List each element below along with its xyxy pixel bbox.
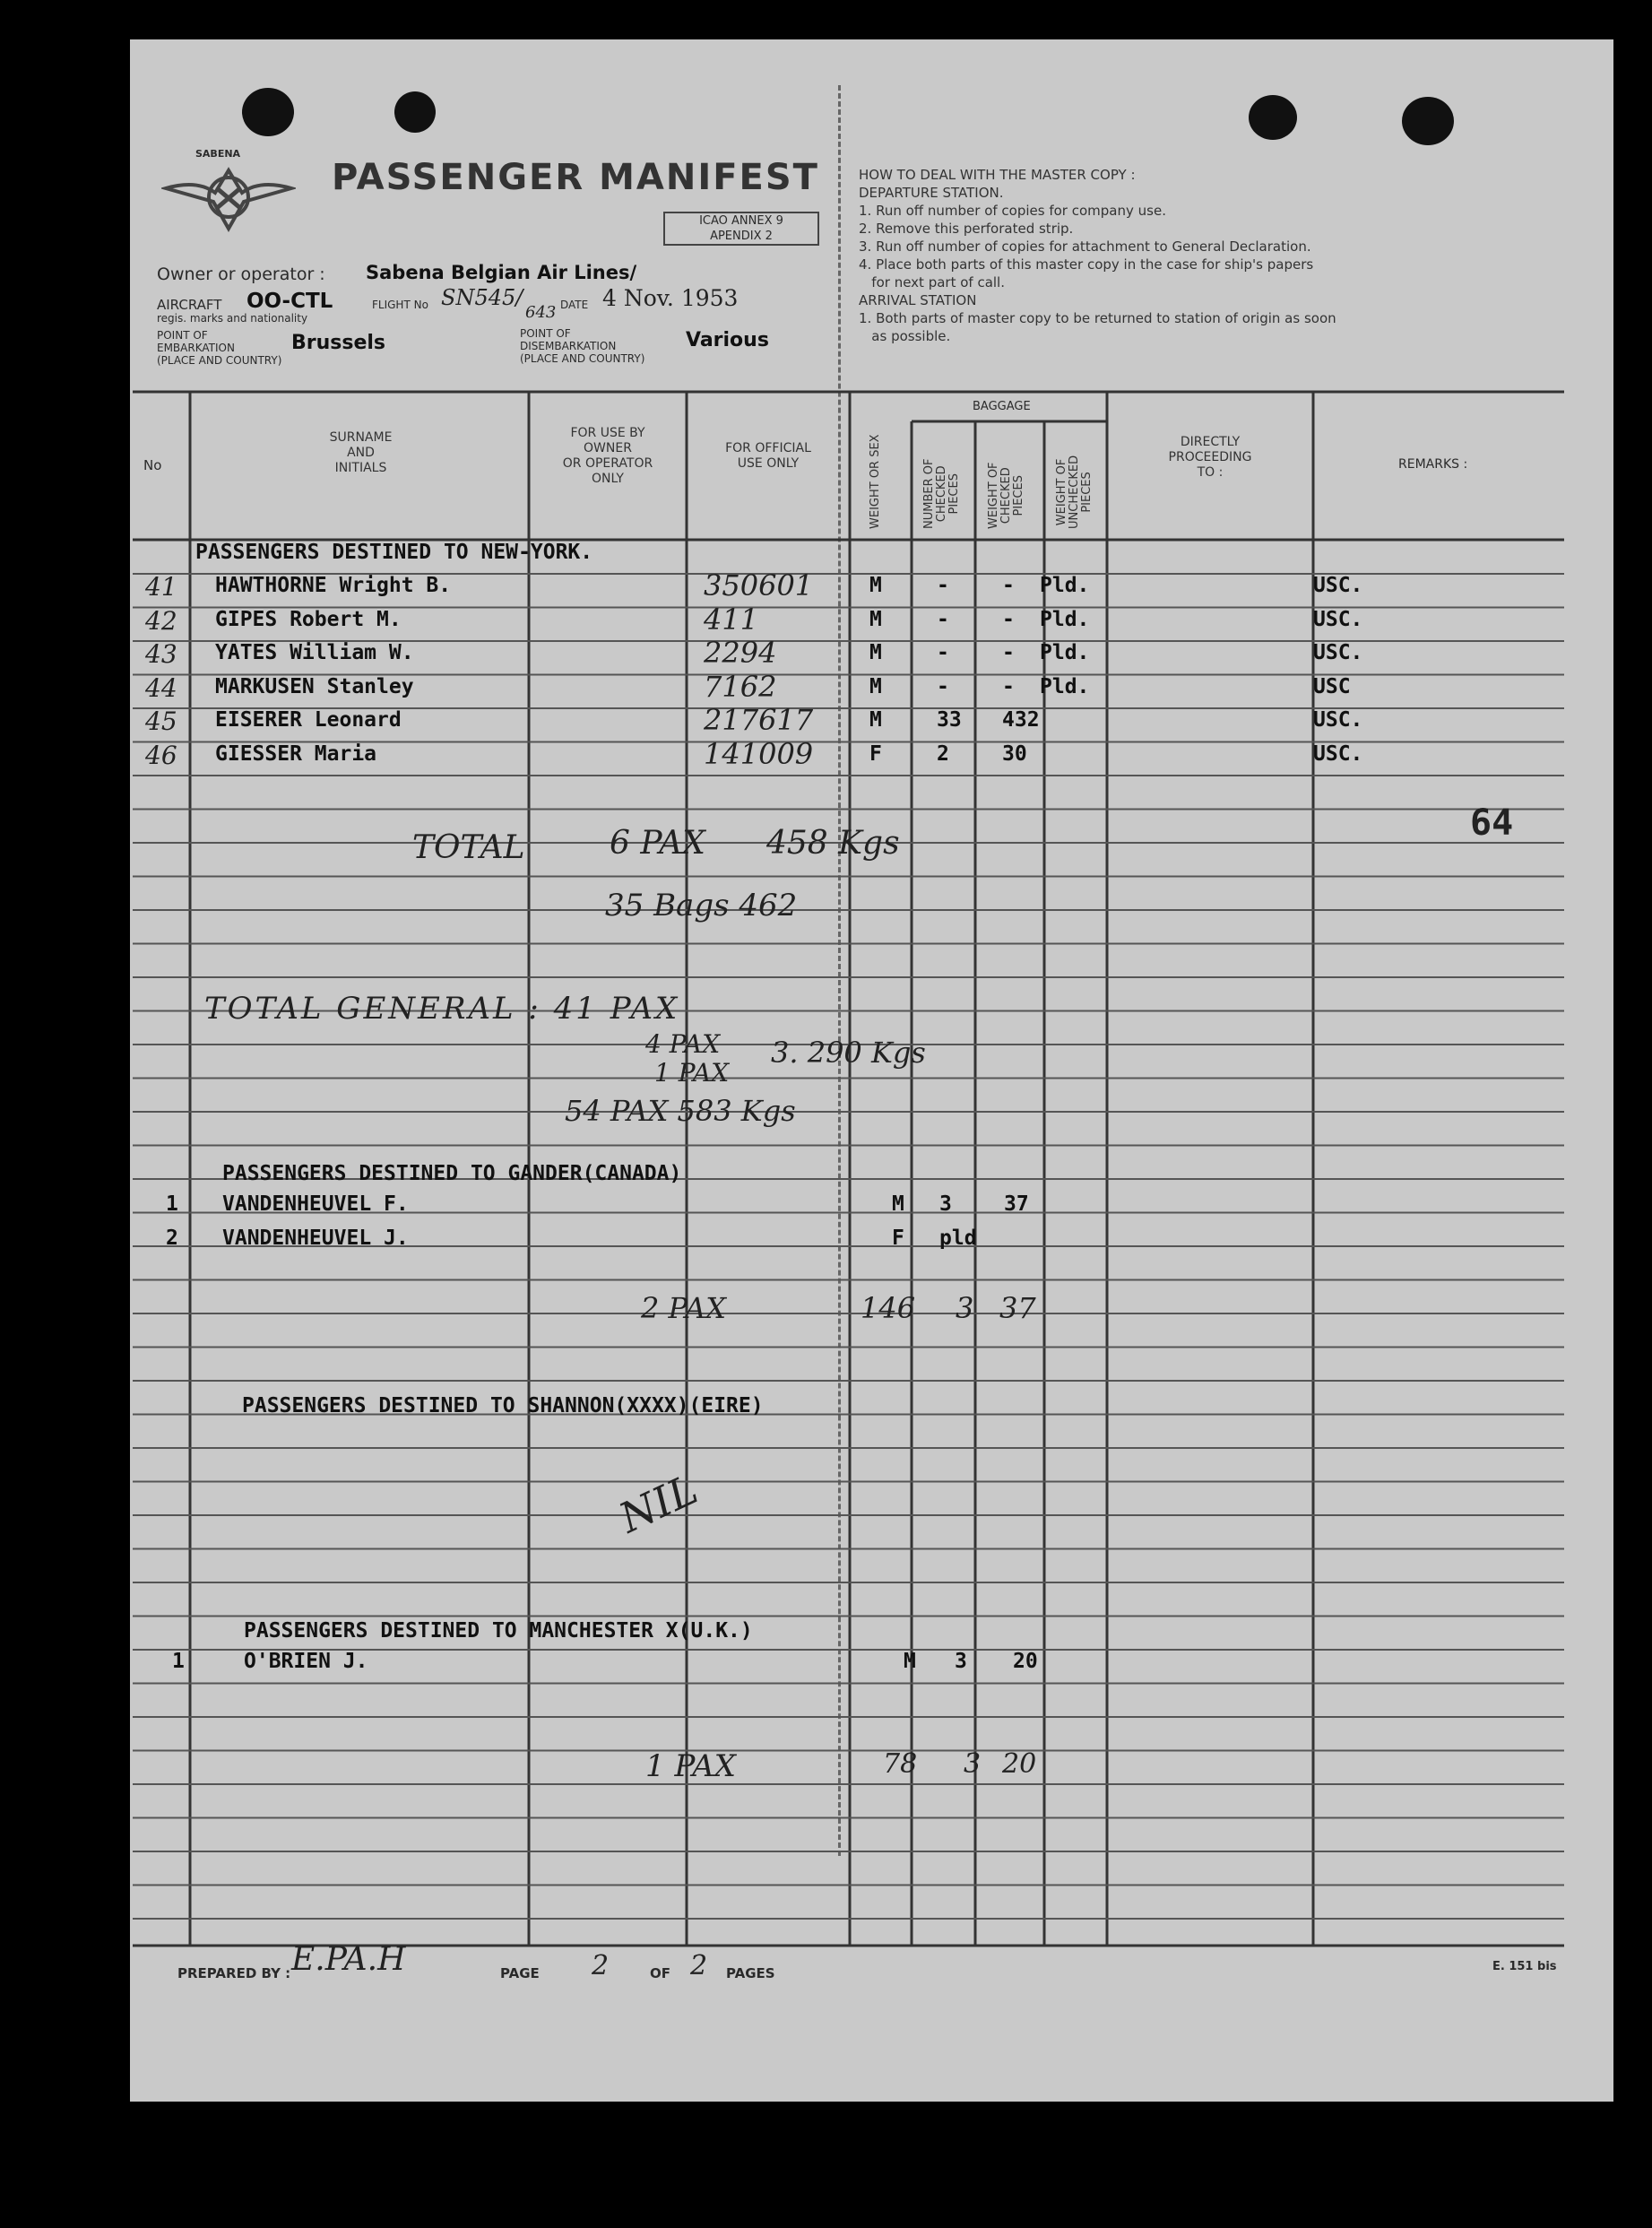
prepared-value: E.PA.H [291,1941,406,1978]
passenger-name: VANDENHEUVEL F. [222,1192,409,1216]
row-number: 1 [166,1192,178,1216]
header-line: ONLY [592,472,624,486]
regis-label: regis. marks and nationality [157,312,308,325]
shannon-nil: NIL [611,1464,705,1543]
form-code: E. 151 bis [1492,1960,1557,1973]
row-number: 42 [145,605,177,636]
remarks: USC. [1313,574,1363,597]
header-line: PROCEEDING [1168,450,1252,464]
header-official [688,441,848,472]
tg-line2: 4 PAX [645,1029,721,1059]
passenger-name: GIPES Robert M. [215,607,402,631]
checked-pieces: - [937,641,949,664]
passenger-name: GIESSER Maria [215,741,377,766]
remarks: USC [1313,674,1351,698]
checked-pieces: - [937,607,949,631]
header-line: CHECKED [999,467,1013,524]
aircraft-value: OO-CTL [247,290,333,313]
checked-weight: 432 [1002,708,1040,732]
embark-label-line: EMBARKATION [157,342,235,354]
disemb-label-line: POINT OF [520,327,571,340]
checked-weight: - [1002,641,1015,664]
passenger-sex: F [892,1226,904,1250]
header-wt-unchecked [1056,455,1094,529]
disemb-label-line: (PLACE AND COUNTRY) [520,352,645,365]
checked-pieces: - [937,674,949,698]
official-number: 217617 [704,703,814,737]
passenger-name: EISERER Leonard [215,708,402,732]
passenger-name: HAWTHORNE Wright B. [215,574,452,597]
manchester-total-pax: 1 PAX [645,1748,736,1784]
remarks: USC. [1313,708,1363,732]
checked-weight: 37 [1004,1192,1029,1216]
flight-value: SN545/ [441,285,523,310]
total-pax: 6 PAX [610,825,705,862]
row-number: 44 [145,672,177,703]
embark-value: Brussels [291,332,386,354]
tg-line4: 54 PAX 583 Kgs [565,1094,796,1128]
checked-weight: - [1002,674,1015,698]
date-label: DATE [560,299,589,311]
logo-text: SABENA [195,148,241,160]
header-line: OR OPERATOR [562,456,653,471]
flight-label: FLIGHT No [372,299,428,311]
checked-weight: 20 [1013,1650,1038,1673]
instruction-line: 4. Place both parts of this master copy in the case for ship's papers [859,256,1314,273]
instruction-line: 3. Run off number of copies for attachment to General Declaration. [859,238,1311,255]
header-line: USE ONLY [737,456,800,471]
header-baggage: BAGGAGE [973,400,1031,413]
checked-weight: 30 [1002,741,1027,766]
passenger-sex: M [904,1650,916,1673]
icao-line: APENDIX 2 [710,230,773,243]
header-line: FOR OFFICIAL [725,441,811,455]
manchester-total-bag: 20 [1002,1748,1037,1780]
passenger-name: YATES William W. [215,641,414,664]
form-title: PASSENGER MANIFEST [332,157,819,198]
passenger-sex: M [869,574,882,597]
disemb-label-line: DISEMBARKATION [520,340,617,352]
remarks: USC. [1313,607,1363,631]
official-number: 350601 [704,568,814,603]
official-number: 7162 [704,669,777,704]
passenger-sex: M [869,641,882,664]
header-line: NUMBER OF [922,458,936,529]
row-number: 43 [145,639,177,669]
passenger-sex: M [869,674,882,698]
header-line: AND [347,446,375,460]
row-number: 2 [166,1226,178,1250]
aircraft-label: AIRCRAFT [157,297,222,313]
header-line: WEIGHT OF [1055,458,1068,526]
passenger-sex: M [892,1192,904,1216]
checked-pieces: 2 [937,741,949,766]
instruction-line: ARRIVAL STATION [859,292,977,308]
header-line: UNCHECKED [1068,455,1081,529]
of-value: 2 [690,1950,708,1981]
remarks: USC. [1313,741,1363,766]
unchecked-weight: Pld. [1040,674,1090,698]
header-line: SURNAME [329,430,393,445]
row-number: 1 [172,1650,185,1673]
checked-pieces: 3 [939,1192,952,1216]
remarks: USC. [1313,641,1363,664]
prepared-label: PREPARED BY : [177,1965,291,1981]
gander-total-num: 3 [956,1291,974,1325]
flight-extra: 643 [525,303,557,322]
total-label: TOTAL [412,829,525,866]
icao-line: ICAO ANNEX 9 [699,214,783,228]
gander-total-wt: 146 [861,1291,916,1325]
pages-label: PAGES [726,1965,775,1981]
instruction-line: 1. Both parts of master copy to be returned to station of origin as soon [859,310,1336,326]
row-number: 41 [145,572,177,602]
total-kg: 458 Kgs [766,825,900,862]
disemb-value: Various [686,329,769,351]
header-line: WEIGHT OF [987,462,1000,529]
passenger-sex: M [869,607,882,631]
header-no: No [143,457,162,473]
page-label: PAGE [500,1965,540,1981]
passenger-name: O'BRIEN J. [244,1650,368,1673]
instruction-line: 2. Remove this perforated strip. [859,221,1074,237]
header-remarks: REMARKS : [1398,457,1468,472]
tg-kg: 3. 290 Kgs [771,1036,926,1070]
row-number: 45 [145,707,177,736]
header-line: FOR USE BY [570,426,645,440]
header-num-checked [923,459,961,529]
manchester-total-num: 3 [964,1748,982,1780]
header-line: CHECKED [935,465,948,523]
header-line: PIECES [1080,472,1094,513]
header-line: TO : [1197,465,1224,480]
page-number: 64 [1470,802,1514,844]
tg-line3: 1 PAX [654,1058,730,1088]
header-line: INITIALS [334,461,387,475]
row-number: 46 [145,740,177,770]
owner-label: Owner or operator : [157,264,325,284]
header-line: PIECES [947,473,961,515]
instruction-line: as possible. [859,328,951,344]
checked-pieces: - [937,574,949,597]
unchecked-weight: Pld. [1040,607,1090,631]
checked-weight: - [1002,574,1015,597]
header-owner-use [531,426,685,487]
official-number: 2294 [704,636,777,670]
section-newyork: PASSENGERS DESTINED TO NEW-YORK. [195,541,593,564]
gander-total-pax: 2 PAX [641,1291,727,1325]
passenger-sex: F [869,741,882,766]
instruction-line: HOW TO DEAL WITH THE MASTER COPY : [859,167,1136,183]
checked-weight: - [1002,607,1015,631]
date-value: 4 Nov. 1953 [602,285,739,311]
passenger-sex: M [869,708,882,732]
header-line: DIRECTLY [1180,435,1241,449]
header-line: OWNER [584,441,632,455]
embark-label-line: (PLACE AND COUNTRY) [157,354,282,367]
header-surname [197,430,524,476]
section-gander: PASSENGERS DESTINED TO GANDER(CANADA) [222,1162,682,1185]
manchester-total-wt: 78 [883,1748,918,1780]
header-wt-checked [988,462,1025,529]
header-directly [1109,435,1311,481]
checked-pieces: 3 [955,1650,967,1673]
gander-total-bag: 37 [999,1291,1036,1325]
header-line: PIECES [1012,475,1025,516]
unchecked-weight: Pld. [1040,574,1090,597]
header-weight-sex: WEIGHT OR SEX [869,434,882,529]
unchecked-weight: Pld. [1040,641,1090,664]
official-number: 411 [704,602,759,637]
of-label: OF [650,1965,670,1981]
instruction-line: 1. Run off number of copies for company use. [859,203,1166,219]
passenger-name: MARKUSEN Stanley [215,674,414,698]
section-shannon: PASSENGERS DESTINED TO SHANNON(XXXX)(EIRE) [242,1394,764,1417]
official-number: 141009 [704,736,814,771]
checked-pieces: 33 [937,708,962,732]
total-general: TOTAL GENERAL : 41 PAX [204,991,680,1027]
instruction-line: for next part of call. [859,274,1005,290]
page-value: 2 [592,1950,610,1981]
passenger-name: VANDENHEUVEL J. [222,1226,409,1250]
embark-label-line: POINT OF [157,329,208,342]
instruction-line: DEPARTURE STATION. [859,185,1004,201]
owner-value: Sabena Belgian Air Lines/ [366,262,637,283]
section-manchester: PASSENGERS DESTINED TO MANCHESTER X(U.K.) [244,1619,753,1643]
total-bags: 35 Bags 462 [605,888,798,923]
checked-pieces: pld [939,1226,977,1250]
